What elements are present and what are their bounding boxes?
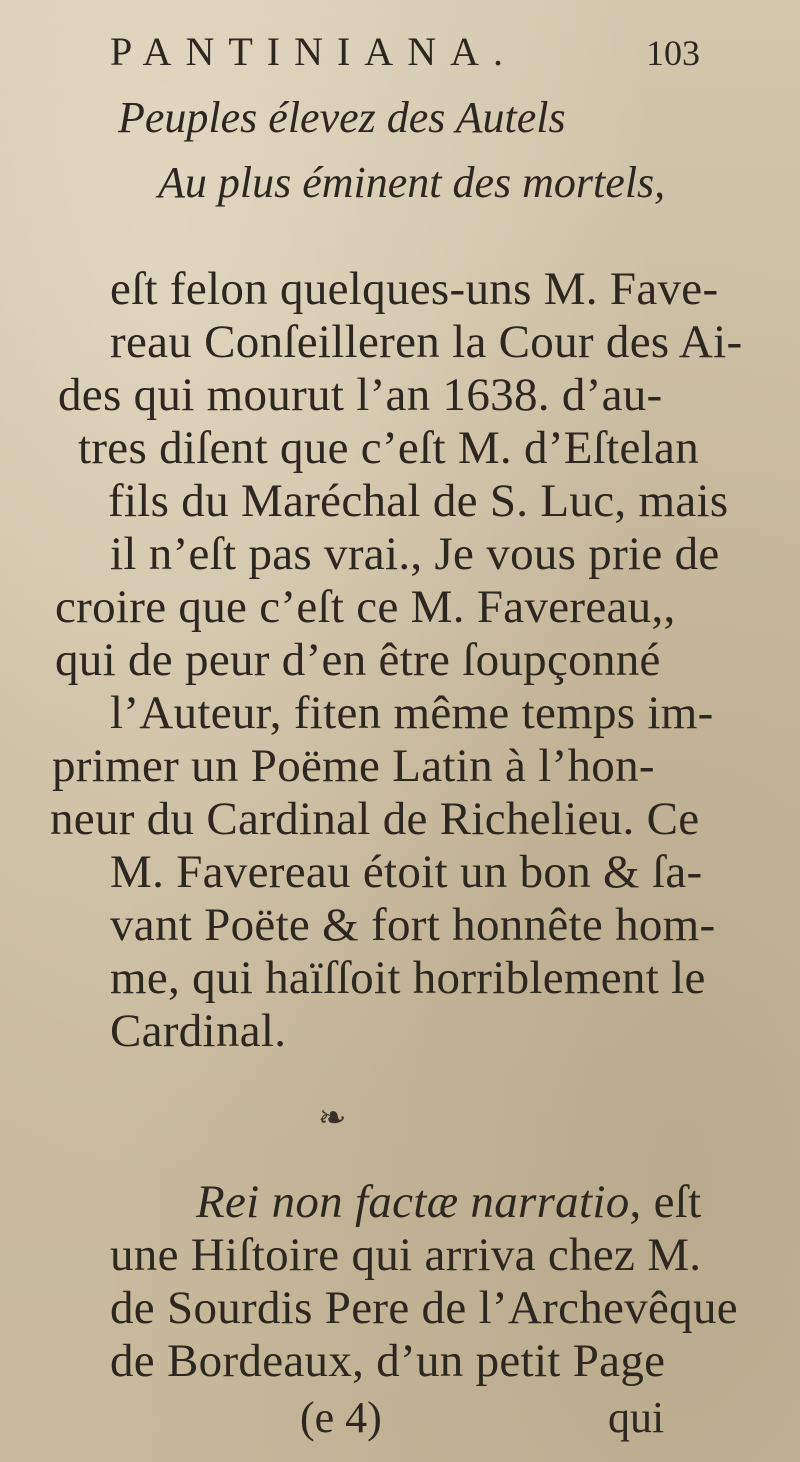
text-line: primer un Poëme Latin à l’hon- xyxy=(52,740,655,792)
signature-mark: (e 4) xyxy=(300,1393,382,1442)
text-line: une Hiſtoire qui arriva chez M. xyxy=(110,1229,702,1281)
text-line xyxy=(196,1175,702,1229)
text-line: de Sourdis Pere de l’Archevêque xyxy=(110,1282,738,1334)
text-line: il n’eſt pas vrai., Je vous prie de xyxy=(110,528,720,580)
running-title: PANTINIANA. xyxy=(110,29,517,74)
running-header xyxy=(110,28,700,78)
text-line: eſt felon quelques-uns M. Fave- xyxy=(110,263,719,315)
text-line: vant Poëte & fort honnête hom- xyxy=(110,899,716,951)
text-line: neur du Cardinal de Richelieu. Ce xyxy=(50,793,700,845)
text-line: de Bordeaux, d’un petit Page xyxy=(110,1335,666,1387)
text-line: des qui mourut l’an 1638. d’au- xyxy=(58,369,663,421)
text-line: l’Auteur, fiten même temps im- xyxy=(110,687,714,739)
catchword: qui xyxy=(608,1393,665,1442)
italic-lead: Rei non factæ narratio xyxy=(196,1176,630,1228)
page-footer xyxy=(0,1392,800,1448)
text-line: M. Favereau étoit un bon & ſa- xyxy=(110,846,703,898)
page-number: 103 xyxy=(646,33,700,73)
text-line: fils du Maréchal de S. Luc, mais xyxy=(108,475,729,527)
text-line: tres diſent que c’eſt M. d’Eſtelan xyxy=(78,422,699,474)
text-line: qui de peur d’en être ſoupçonné xyxy=(55,634,661,686)
text-line: Cardinal. xyxy=(110,1005,287,1057)
verse-line-2: Au plus éminent des mortels, xyxy=(158,158,666,207)
section-ornament: ❧ xyxy=(318,1098,347,1138)
text-line: me, qui haïſſoit horriblement le xyxy=(110,952,706,1004)
text-line: croire que c’eſt ce M. Favereau,, xyxy=(55,581,676,633)
lead-rest: , eſt xyxy=(629,1176,702,1228)
verse-line-1: Peuples élevez des Autels xyxy=(118,93,566,142)
text-line: reau Conſeilleren la Cour des Ai- xyxy=(110,316,743,368)
